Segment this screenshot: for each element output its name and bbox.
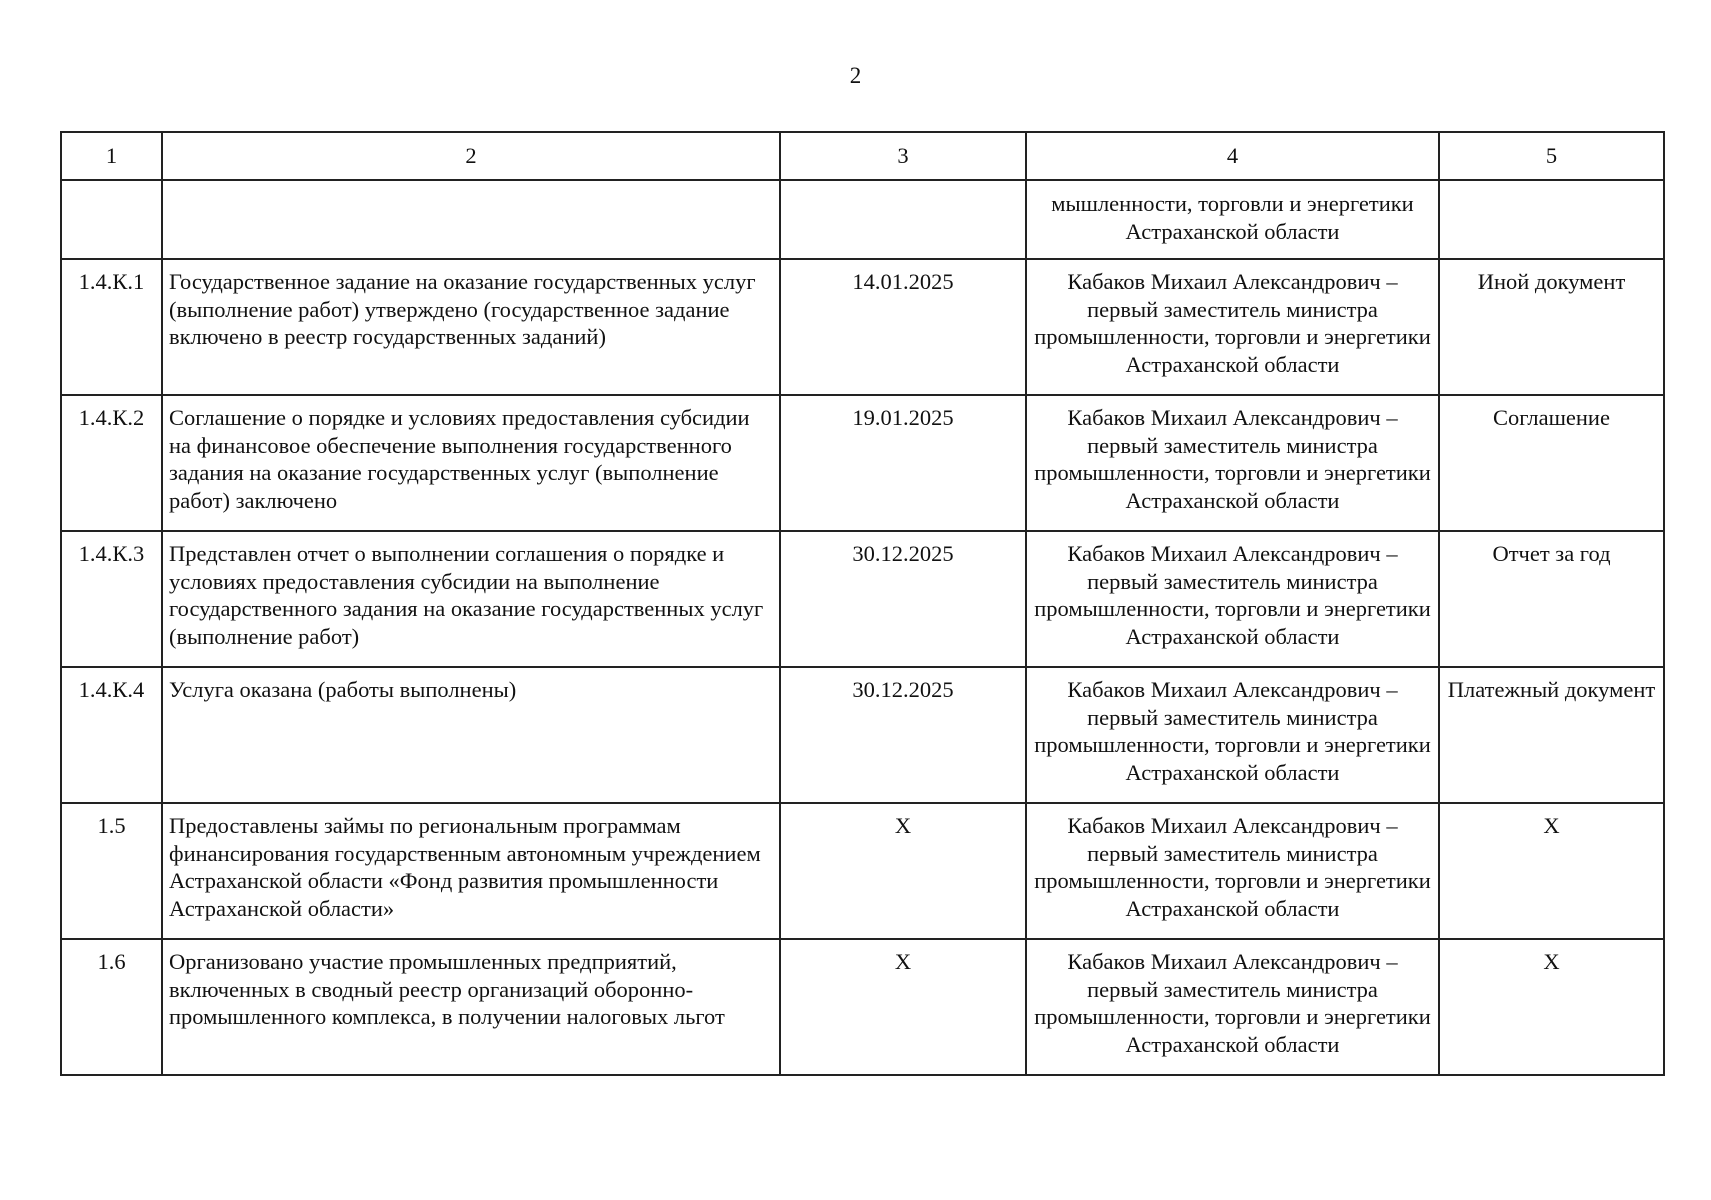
cell-name: Организовано участие промышленных предприятий, включенных в сводный реестр организаций оборонно-промышленного комплекса, в получении налоговых льгот: [162, 939, 780, 1075]
cell-number: [61, 180, 162, 259]
cell-responsible: мышленности, торговли и энергетики Астраханской области: [1026, 180, 1439, 259]
column-header-2: 2: [162, 132, 780, 180]
table-header-row: [61, 132, 1664, 180]
table-row: [61, 259, 1664, 395]
cell-responsible: Кабаков Михаил Александрович – первый заместитель министра промышленности, торговли и энергетики Астраханской области: [1026, 803, 1439, 939]
cell-document: [1439, 180, 1664, 259]
table-row: [61, 667, 1664, 803]
cell-document: Платежный документ: [1439, 667, 1664, 803]
cell-document: X: [1439, 939, 1664, 1075]
cell-date: 30.12.2025: [780, 667, 1026, 803]
cell-name: Государственное задание на оказание государственных услуг (выполнение работ) утверждено (государственное задание включено в реестр государственных заданий): [162, 259, 780, 395]
table-row: [61, 395, 1664, 531]
cell-responsible: Кабаков Михаил Александрович – первый заместитель министра промышленности, торговли и энергетики Астраханской области: [1026, 395, 1439, 531]
cell-number: 1.6: [61, 939, 162, 1075]
cell-number: 1.4.К.2: [61, 395, 162, 531]
cell-number: 1.4.К.1: [61, 259, 162, 395]
table-row: [61, 531, 1664, 667]
cell-name: Представлен отчет о выполнении соглашения о порядке и условиях предоставления субсидии на выполнение государственного задания на оказание государственных услуг (выполнение работ): [162, 531, 780, 667]
cell-number: 1.4.К.4: [61, 667, 162, 803]
cell-name: Предоставлены займы по региональным программам финансирования государственным автономным учреждением Астраханской области «Фонд развития промышленности Астраханской области»: [162, 803, 780, 939]
cell-document: Иной документ: [1439, 259, 1664, 395]
plan-table: [60, 131, 1665, 1076]
cell-date: [780, 180, 1026, 259]
cell-document: Соглашение: [1439, 395, 1664, 531]
cell-document: X: [1439, 803, 1664, 939]
cell-number: 1.5: [61, 803, 162, 939]
table-row-continuation: [61, 180, 1664, 259]
cell-date: 30.12.2025: [780, 531, 1026, 667]
cell-date: 19.01.2025: [780, 395, 1026, 531]
column-header-3: 3: [780, 132, 1026, 180]
column-header-5: 5: [1439, 132, 1664, 180]
cell-name: Соглашение о порядке и условиях предоставления субсидии на финансовое обеспечение выполнения государственного задания на оказание государственных услуг (выполнение работ) заключено: [162, 395, 780, 531]
cell-responsible: Кабаков Михаил Александрович – первый заместитель министра промышленности, торговли и энергетики Астраханской области: [1026, 939, 1439, 1075]
cell-name: Услуга оказана (работы выполнены): [162, 667, 780, 803]
cell-number: 1.4.К.3: [61, 531, 162, 667]
table-row: [61, 803, 1664, 939]
column-header-4: 4: [1026, 132, 1439, 180]
page-number: 2: [849, 63, 862, 88]
cell-date: 14.01.2025: [780, 259, 1026, 395]
column-header-1: 1: [61, 132, 162, 180]
cell-date: X: [780, 803, 1026, 939]
table-row: [61, 939, 1664, 1075]
cell-name: [162, 180, 780, 259]
cell-responsible: Кабаков Михаил Александрович – первый заместитель министра промышленности, торговли и энергетики Астраханской области: [1026, 531, 1439, 667]
cell-responsible: Кабаков Михаил Александрович – первый заместитель министра промышленности, торговли и энергетики Астраханской области: [1026, 259, 1439, 395]
cell-date: X: [780, 939, 1026, 1075]
cell-responsible: Кабаков Михаил Александрович – первый заместитель министра промышленности, торговли и энергетики Астраханской области: [1026, 667, 1439, 803]
cell-document: Отчет за год: [1439, 531, 1664, 667]
